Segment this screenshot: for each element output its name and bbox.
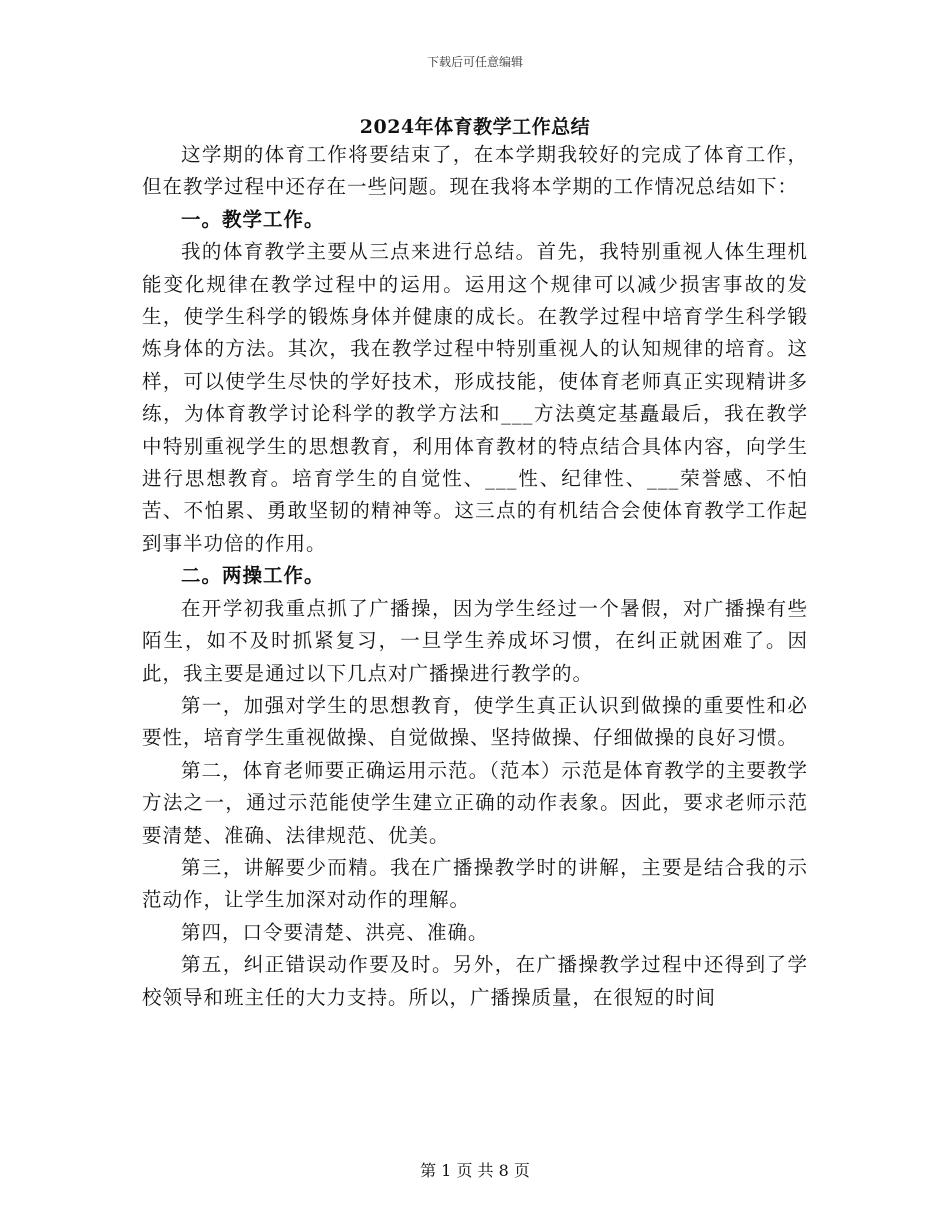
paragraph-point-four: 第四，口令要清楚、洪亮、准确。 <box>181 920 489 944</box>
paragraph-point-two: 第二，体育老师要正确运用示范。（范本）示范是体育教学的主要教学方法之一，通过示范能使学生建立正确的动作表象。因此，要求老师示范要清楚、准确、法律规范、优美。 <box>142 758 808 847</box>
paragraph-intro: 这学期的体育工作将要结束了，在本学期我较好的完成了体育工作，但在教学过程中还存在一些问题。现在我将本学期的工作情况总结如下： <box>142 143 808 199</box>
document-body <box>142 139 808 1014</box>
paragraph-point-five: 第五，纠正错误动作要及时。另外，在广播操教学过程中还得到了学校领导和班主任的大力支持。所以，广播操质量，在很短的时间 <box>142 953 808 1009</box>
paragraph-point-three: 第三，讲解要少而精。我在广播操教学时的讲解，主要是结合我的示范动作，让学生加深对动作的理解。 <box>142 855 808 912</box>
page-number: 第 1 页 共 8 页 <box>420 1161 530 1180</box>
section-heading-exercises: 二。两操工作。 <box>181 564 325 588</box>
section-heading-teaching: 一。教学工作。 <box>181 207 325 231</box>
paragraph-point-one: 第一，加强对学生的思想教育，使学生真正认识到做操的重要性和必要性，培育学生重视做操、自觉做操、坚持做操、仔细做操的良好习惯。 <box>142 693 808 750</box>
paragraph-exercises-intro: 在开学初我重点抓了广播操，因为学生经过一个暑假，对广播操有些陌生，如不及时抓紧复习，一旦学生养成坏习惯，在纠正就困难了。因此，我主要是通过以下几点对广播操进行教学的。 <box>142 596 808 685</box>
paragraph-teaching: 我的体育教学主要从三点来进行总结。首先，我特别重视人体生理机能变化规律在教学过程中的运用。运用这个规律可以减少损害事故的发生，使学生科学的锻炼身体并健康的成长。在教学过程中培育学生科学锻炼身体的方法。其次，我在教学过程中特别重视人的认知规律的培育。这样，可以使学生尽快的学好技术，形成技能，使体育老师真正实现精讲多练，为体育教学讨论科学的教学方法和___方法奠定基矗最后，我在教学中特别重视学生的思想教育，利用体育教材的特点结合具体内容，向学生进行思想教育。培育学生的自觉性、___性、纪律性、___荣誉感、不怕苦、不怕累、勇敢坚韧的精神等。这三点的有机结合会使体育教学工作起到事半功倍的作用。 <box>142 240 808 555</box>
page-header-note: 下载后可任意编辑 <box>426 55 523 69</box>
document-title: 2024年体育教学工作总结 <box>359 116 591 138</box>
